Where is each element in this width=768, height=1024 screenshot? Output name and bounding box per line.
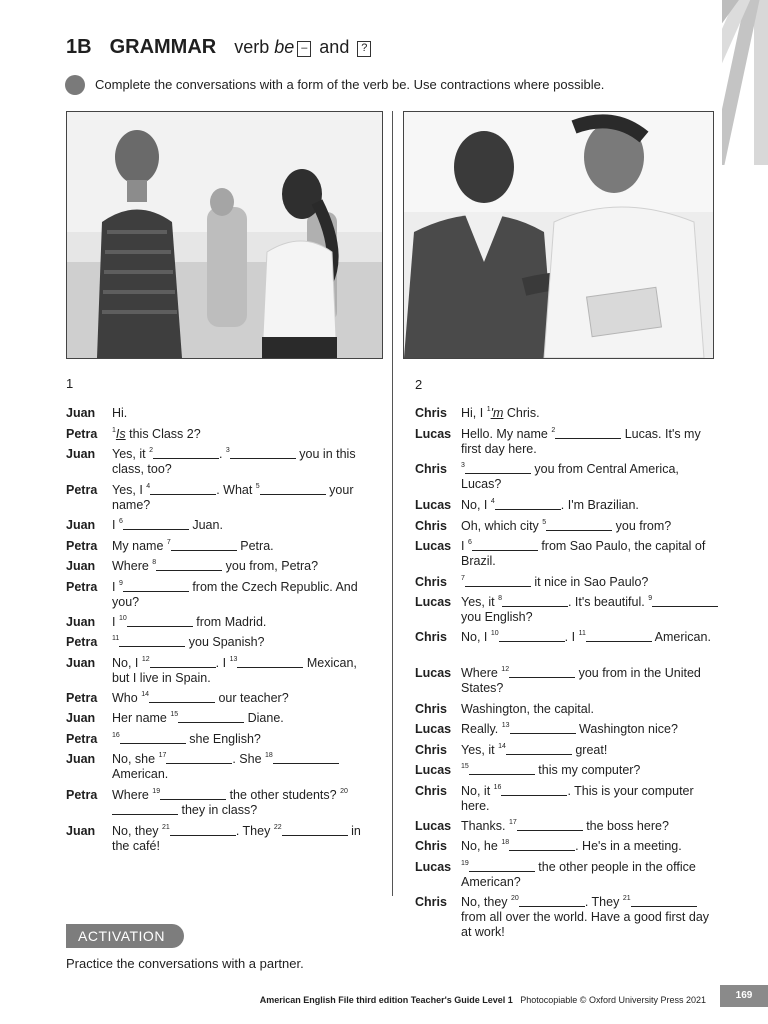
photo-students [66,111,383,359]
line-text: $^{19}$ the other people in the office American? [461,860,696,889]
line-text: No, they $^{21}$ . They $^{22}$ in the café! [112,824,361,853]
activation-label: ACTIVATION [66,924,184,948]
speaker-name: Chris [415,839,447,853]
line-text: Yes, it $^2$ . $^3$ you in this class, too? [112,447,356,476]
bullet-icon [65,75,85,95]
speaker-name: Petra [66,427,98,441]
speaker-name: Petra [66,732,98,746]
speaker-name: Lucas [415,595,452,609]
speaker-name: Chris [415,575,447,589]
speaker-name: Juan [66,711,96,725]
speaker-name: Chris [415,462,447,476]
line-text: No, I $^{10}$ . I $^{11}$ American. [461,630,711,644]
line-text: $^3$ you from Central America, Lucas? [461,462,679,491]
conversation-2-number: 2 [415,377,423,392]
speaker-name: Lucas [415,819,452,833]
speaker-name: Lucas [415,860,452,874]
speaker-name: Juan [66,447,96,461]
speaker-name: Petra [66,483,98,497]
line-text: I $^6$ from Sao Paulo, the capital of Brazil. [461,539,706,568]
photo-coworkers [403,111,714,359]
line-text: I $^6$ Juan. [112,518,223,532]
line-text: Where $^{19}$ the other students? $^{20}$ they in class? [112,788,348,817]
speaker-name: Juan [66,406,96,420]
line-text: Yes, it $^8$ . It's beautiful. $^9$ you English? [461,595,719,625]
line-text: $^{15}$ this my computer? [461,763,641,777]
speaker-name: Juan [66,559,96,573]
line-text: Yes, it $^{14}$ great! [461,743,608,757]
line-text: I $^9$ from the Czech Republic. And you? [112,580,358,609]
line-text: $^{16}$ she English? [112,732,261,746]
instruction-text: Complete the conversations with a form of the verb be. Use contractions where possible. [95,77,605,92]
line-text: Really. $^{13}$ Washington nice? [461,722,678,736]
corner-decoration [722,0,768,165]
line-text: Oh, which city $^5$ you from? [461,519,672,533]
speaker-name: Petra [66,580,98,594]
speaker-name: Chris [415,743,447,757]
line-text: No, I $^4$ . I'm Brazilian. [461,498,639,512]
line-text: Hi, I $^1$'m Chris. [461,406,540,420]
speaker-name: Petra [66,635,98,649]
line-text: Washington, the capital. [461,702,594,716]
line-text: $^{11}$ you Spanish? [112,635,265,649]
column-divider [392,111,393,896]
line-text: Hello. My name $^2$ Lucas. It's my first day here. [461,427,701,456]
speaker-name: Juan [66,518,96,532]
line-text: No, they $^{20}$ . They $^{21}$ from all over the world. Have a good first day at work! [461,895,710,939]
topic-prefix: verb [234,37,275,57]
footer-book: American English File third edition Teacher's Guide Level 1 [259,995,513,1005]
speaker-name: Petra [66,691,98,705]
footer [260,995,706,1005]
activation-text: Practice the conversations with a partner. [66,956,304,971]
speaker-name: Lucas [415,722,452,736]
instruction [65,75,604,95]
line-text: No, she $^{17}$ . She $^{18}$ American. [112,752,370,782]
speaker-name: Chris [415,519,447,533]
line-text: No, it $^{16}$ . This is your computer here. [461,784,694,813]
speaker-name: Petra [66,788,98,802]
line-text: Who $^{14}$ our teacher? [112,691,289,705]
negative-symbol: – [297,41,311,57]
line-text: $^1$Is this Class 2? [112,427,201,441]
speaker-name: Juan [66,615,96,629]
speaker-name: Juan [66,656,96,670]
speaker-name: Juan [66,824,96,838]
speaker-name: Chris [415,784,447,798]
line-text: Hi. [112,406,128,420]
section-name: GRAMMAR [109,36,217,58]
speaker-name: Chris [415,702,447,716]
page-number: 169 [720,985,768,1007]
line-text: Her name $^{15}$ Diane. [112,711,284,725]
question-symbol: ? [357,41,371,57]
speaker-name: Lucas [415,666,452,680]
line-text: No, I $^{12}$ . I $^{13}$ Mexican, but I live in Spain. [112,656,357,685]
page-title [66,36,374,59]
speaker-name: Chris [415,630,447,644]
speaker-name: Lucas [415,763,452,777]
speaker-name: Chris [415,895,447,909]
section-code: 1B [66,36,92,58]
speaker-name: Lucas [415,498,452,512]
line-text: My name $^7$ Petra. [112,539,274,553]
line-text: $^7$ it nice in Sao Paulo? [461,575,649,589]
line-text: Where $^{12}$ you from in the United States? [461,666,701,695]
footer-copyright: Photocopiable © Oxford University Press 2021 [520,995,706,1005]
speaker-name: Juan [66,752,96,766]
line-text: No, he $^{18}$ . He's in a meeting. [461,839,682,853]
conversation-1-number: 1 [66,376,74,391]
speaker-name: Lucas [415,427,452,441]
line-text: I $^{10}$ from Madrid. [112,615,267,629]
line-text: Where $^8$ you from, Petra? [112,559,319,573]
speaker-name: Petra [66,539,98,553]
line-text: Thanks. $^{17}$ the boss here? [461,819,669,833]
topic-and: and [314,37,355,57]
speaker-name: Lucas [415,539,452,553]
speaker-name: Chris [415,406,447,420]
line-text: Yes, I $^4$ . What $^5$ your name? [112,483,354,512]
topic-verb: be [274,37,295,57]
